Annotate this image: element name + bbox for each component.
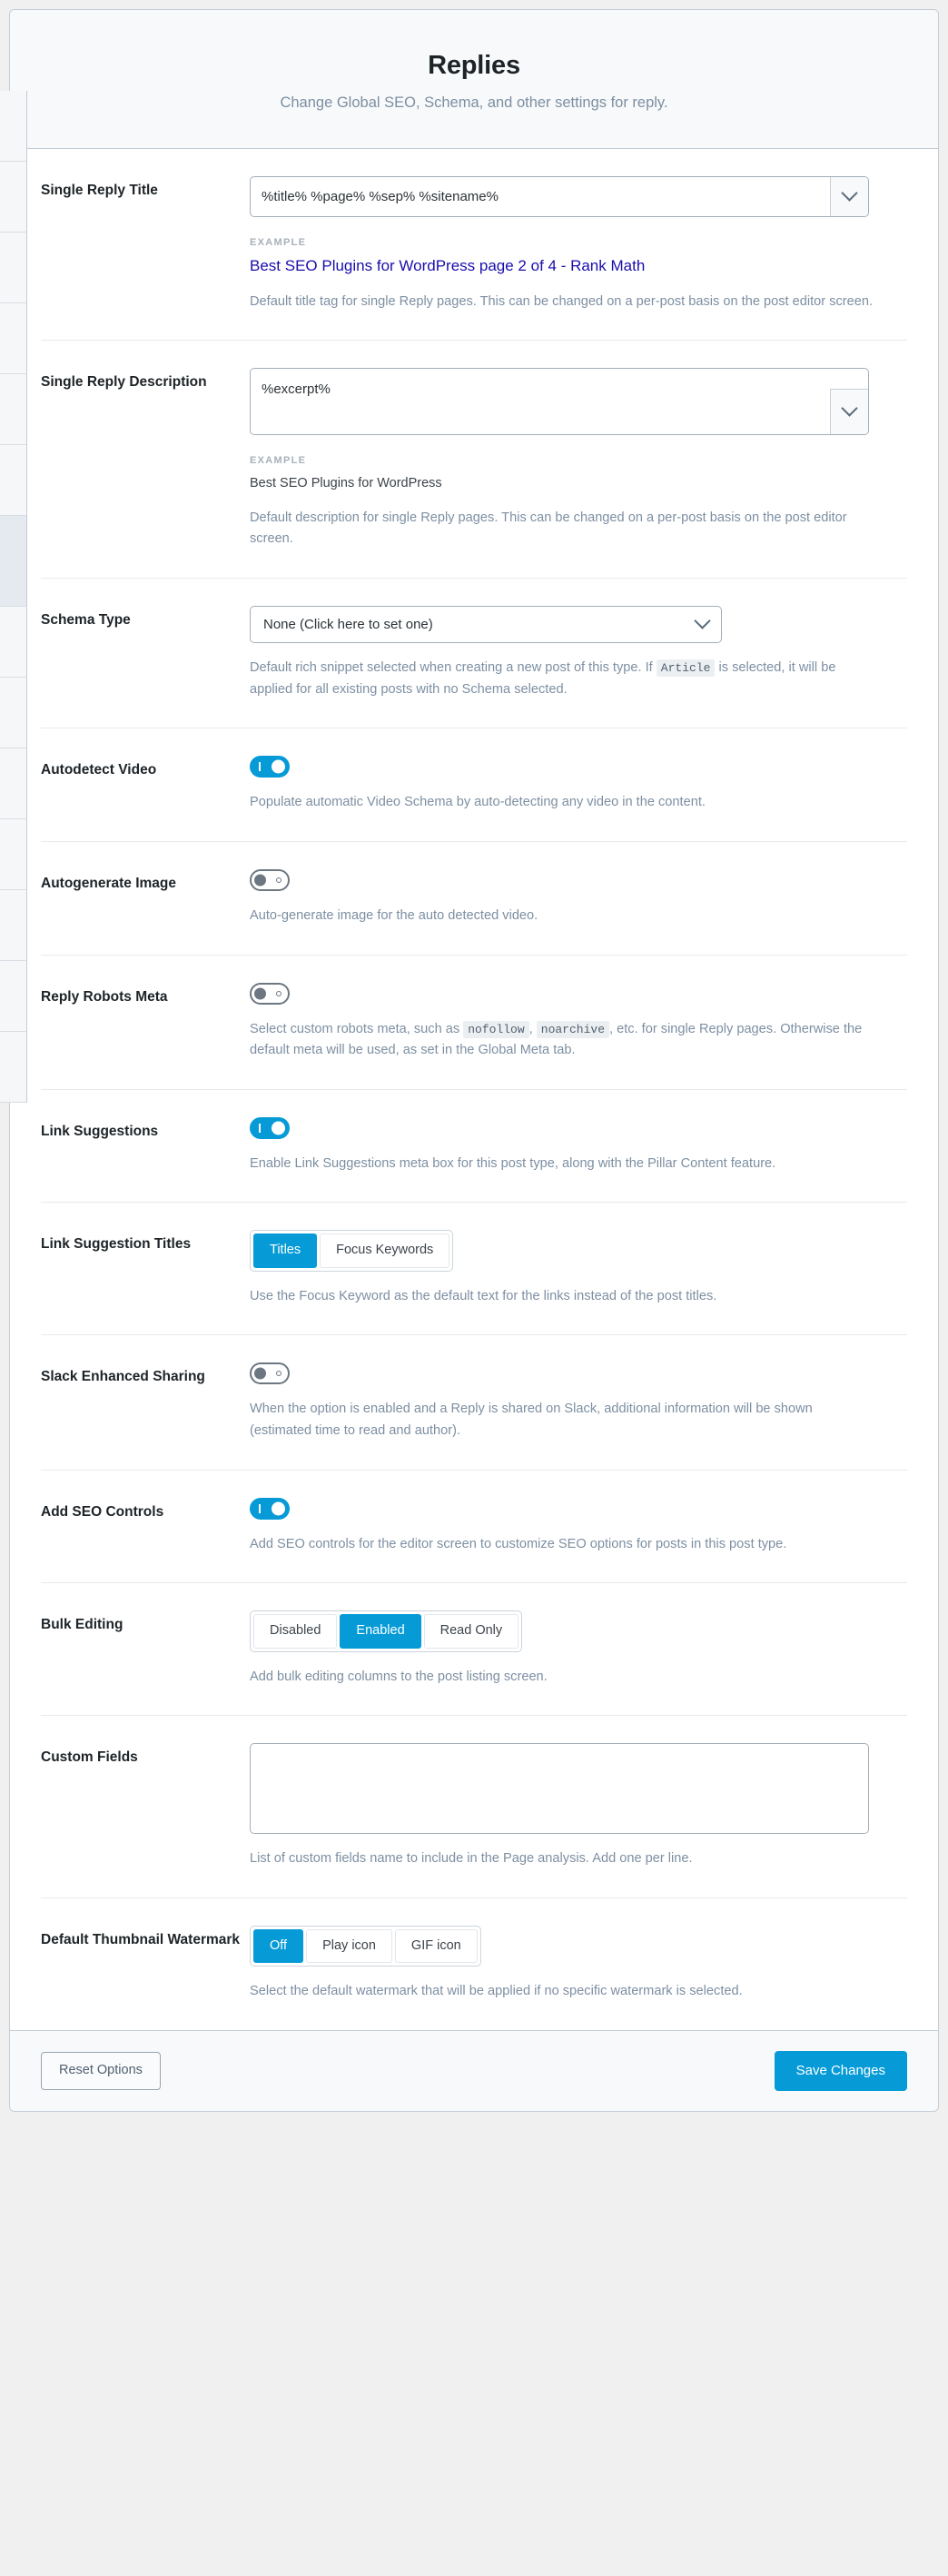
desc-bulk-editing: Add bulk editing columns to the post listing screen.	[250, 1669, 548, 1684]
row-schema-type	[41, 579, 907, 728]
variables-dropdown-button-description[interactable]	[830, 389, 868, 434]
panel-body	[10, 149, 938, 2030]
row-custom-fields	[41, 1716, 907, 1898]
label-add-seo-controls: Add SEO Controls	[41, 1503, 164, 1520]
desc-schema-type	[250, 658, 876, 700]
save-changes-button[interactable]: Save Changes	[775, 2051, 907, 2091]
toggle-knob	[254, 1368, 266, 1380]
toggle-off-icon	[276, 991, 281, 996]
autogenerate-image-toggle[interactable]	[250, 869, 290, 891]
row-bulk-editing	[41, 1583, 907, 1716]
row-single-reply-description	[41, 341, 907, 579]
field-reply-robots-meta	[250, 983, 907, 1062]
toggle-knob	[254, 987, 266, 999]
option-disabled[interactable]: Disabled	[253, 1614, 337, 1648]
single-reply-title-input[interactable]: %title% %page% %sep% %sitename%	[262, 188, 499, 204]
row-link-suggestions	[41, 1090, 907, 1204]
field-link-suggestions	[250, 1117, 907, 1175]
label-custom-fields: Custom Fields	[41, 1749, 138, 1766]
desc-default-thumbnail-watermark: Select the default watermark that will be applied if no specific watermark is selected.	[250, 1984, 743, 1999]
field-link-suggestion-titles	[250, 1230, 907, 1307]
toggle-off-icon	[276, 877, 281, 883]
example-preview-description: Best SEO Plugins for WordPress	[250, 476, 442, 491]
field-custom-fields	[250, 1743, 907, 1870]
field-autogenerate-image	[250, 869, 907, 927]
label-autodetect-video: Autodetect Video	[41, 762, 157, 778]
schema-type-select[interactable]	[250, 606, 722, 643]
reset-options-button[interactable]: Reset Options	[41, 2052, 161, 2089]
label-single-reply-description: Single Reply Description	[41, 374, 207, 391]
code-nofollow: nofollow	[463, 1021, 528, 1038]
desc-robots-sep: ,	[528, 1021, 533, 1036]
slack-enhanced-sharing-toggle[interactable]	[250, 1362, 290, 1384]
toggle-knob	[272, 760, 285, 774]
row-link-suggestion-titles	[41, 1203, 907, 1335]
toggle-knob	[272, 1121, 285, 1134]
desc-autodetect-video: Populate automatic Video Schema by auto-detecting any video in the content.	[250, 795, 706, 810]
label-schema-type: Schema Type	[41, 611, 131, 628]
field-slack-enhanced-sharing	[250, 1362, 907, 1442]
option-focus-keywords[interactable]: Focus Keywords	[320, 1234, 449, 1267]
chevron-down-icon	[841, 184, 857, 201]
variables-dropdown-button[interactable]	[830, 177, 868, 216]
single-reply-title-input-wrap[interactable]	[250, 176, 869, 217]
option-enabled[interactable]: Enabled	[340, 1614, 420, 1648]
bulk-editing-group	[250, 1610, 522, 1651]
toggle-on-icon	[259, 762, 261, 771]
toggle-knob	[272, 1501, 285, 1515]
label-autogenerate-image: Autogenerate Image	[41, 875, 177, 891]
field-default-thumbnail-watermark	[250, 1926, 907, 2003]
desc-autogenerate-image: Auto-generate image for the auto detected video.	[250, 907, 538, 923]
panel-footer	[10, 2030, 938, 2111]
label-link-suggestion-titles: Link Suggestion Titles	[41, 1236, 192, 1253]
row-reply-robots-meta	[41, 956, 907, 1090]
field-single-reply-title	[250, 176, 907, 313]
option-off[interactable]: Off	[253, 1929, 303, 1963]
desc-single-reply-description: Default description for single Reply pages. This can be changed on a per-post basis on the post editor screen.	[250, 510, 847, 547]
label-default-thumbnail-watermark: Default Thumbnail Watermark	[41, 1932, 241, 1948]
custom-fields-textarea[interactable]	[250, 1743, 869, 1834]
field-schema-type	[250, 606, 907, 700]
option-read-only[interactable]: Read Only	[424, 1614, 519, 1648]
row-autogenerate-image	[41, 842, 907, 956]
desc-robots-part2: , etc. for single Reply pages. Otherwise the default meta will be used, as set in the Global Meta tab.	[250, 1021, 863, 1058]
default-thumbnail-watermark-group	[250, 1926, 481, 1967]
label-reply-robots-meta: Reply Robots Meta	[41, 988, 168, 1005]
link-suggestions-toggle[interactable]	[250, 1117, 290, 1139]
page-subtitle: Change Global SEO, Schema, and other settings for reply.	[280, 94, 668, 111]
link-suggestion-titles-group	[250, 1230, 453, 1271]
field-bulk-editing	[250, 1610, 907, 1688]
label-link-suggestions: Link Suggestions	[41, 1123, 159, 1139]
option-play-icon[interactable]: Play icon	[306, 1929, 392, 1963]
toggle-on-icon	[259, 1504, 261, 1513]
example-preview-title: Best SEO Plugins for WordPress page 2 of 4 - Rank Math	[250, 256, 646, 274]
desc-add-seo-controls: Add SEO controls for the editor screen to customize SEO options for posts in this post type.	[250, 1536, 787, 1551]
row-add-seo-controls	[41, 1471, 907, 1584]
label-single-reply-title: Single Reply Title	[41, 182, 158, 198]
reply-robots-meta-toggle[interactable]	[250, 983, 290, 1005]
row-autodetect-video	[41, 728, 907, 842]
toggle-on-icon	[259, 1124, 261, 1133]
toggle-knob	[254, 874, 266, 886]
chevron-down-icon	[841, 401, 857, 417]
label-bulk-editing: Bulk Editing	[41, 1617, 123, 1633]
row-default-thumbnail-watermark	[41, 1898, 907, 2030]
desc-single-reply-title: Default title tag for single Reply pages. This can be changed on a per-post basis on the post editor screen.	[250, 293, 874, 309]
single-reply-description-input[interactable]: %excerpt%	[262, 381, 331, 398]
add-seo-controls-toggle[interactable]	[250, 1498, 290, 1520]
row-single-reply-title	[41, 149, 907, 342]
schema-type-selected-value: None (Click here to set one)	[263, 616, 433, 632]
example-label-title: EXAMPLE	[250, 236, 307, 248]
single-reply-description-input-wrap[interactable]	[250, 368, 869, 435]
option-titles[interactable]: Titles	[253, 1234, 317, 1267]
desc-custom-fields: List of custom fields name to include in the Page analysis. Add one per line.	[250, 1851, 693, 1867]
code-article: Article	[657, 659, 716, 677]
field-add-seo-controls	[250, 1498, 907, 1556]
example-label-description: EXAMPLE	[250, 455, 307, 467]
desc-reply-robots-meta	[250, 1019, 876, 1062]
autodetect-video-toggle[interactable]	[250, 756, 290, 778]
chevron-down-icon	[694, 612, 710, 629]
code-noarchive: noarchive	[537, 1021, 609, 1038]
desc-schema-part2: is selected, it will be applied for all existing posts with no Schema selected.	[250, 659, 836, 697]
field-autodetect-video	[250, 756, 907, 814]
label-slack-enhanced-sharing: Slack Enhanced Sharing	[41, 1369, 205, 1385]
settings-panel	[9, 9, 939, 2112]
row-slack-enhanced-sharing	[41, 1335, 907, 1470]
page-title: Replies	[428, 51, 520, 80]
panel-header	[10, 10, 938, 149]
option-gif-icon[interactable]: GIF icon	[395, 1929, 478, 1963]
desc-link-suggestion-titles: Use the Focus Keyword as the default text for the links instead of the post titles.	[250, 1288, 717, 1303]
desc-schema-part1: Default rich snippet selected when creating a new post of this type. If	[250, 659, 653, 675]
desc-slack-enhanced-sharing: When the option is enabled and a Reply is shared on Slack, additional information will be shown (estimated time to read and author).	[250, 1402, 813, 1439]
desc-link-suggestions: Enable Link Suggestions meta box for this post type, along with the Pillar Content feature.	[250, 1155, 776, 1171]
toggle-off-icon	[276, 1371, 281, 1376]
field-single-reply-description	[250, 368, 907, 550]
desc-robots-part1: Select custom robots meta, such as	[250, 1021, 460, 1036]
